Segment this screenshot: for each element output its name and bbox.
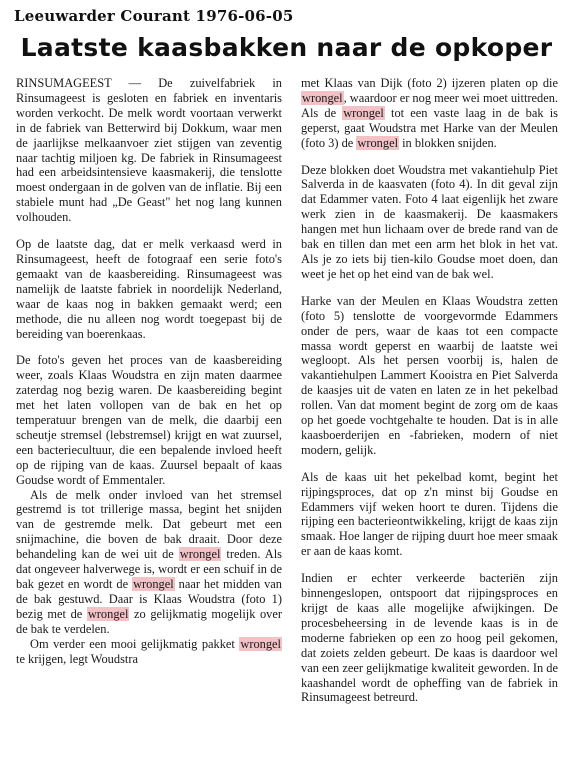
article-text: Deze blokken doet Woudstra met vakantiehulp Piet Salverda in de kaasvaten (foto 4). In dit geval zijn dat Edammer vaten. Foto 4 laat eigenlijk het zware werk zien in de kaasmakerij. De kaasmakers hangen met hun lichaam over de brede rand van de bak en tillen dan met een arm het blok in het vat. Als je zo iets bij tien-kilo Goudse moet doen, dan weet je het op het eind van de bak wel. [301,162,558,281]
article-paragraph [16,637,282,667]
article-text: treden. Als dat ongeveer halverwege is, wordt er een schuif in de bak gezet en wordt de [16,547,282,591]
article-text: tot een vaste laag in de bak is geperst, gaat Woudstra met Harke van der Meulen (foto 3) de [301,105,558,150]
article-paragraph [301,571,558,705]
article-paragraph [16,76,282,225]
article-text: met Klaas van Dijk (foto 2) ijzeren platen op die [301,76,558,90]
highlighted-term: wrongel [240,636,281,651]
article-paragraph [301,163,558,282]
article-text: , waardoor er nog meer wei moet uittreden. Als de [301,90,558,120]
article-paragraph [301,294,558,458]
newspaper-source-dateline: Leeuwarder Courant 1976-06-05 [14,7,294,25]
article-column-right [301,76,558,717]
article-paragraph [16,353,282,487]
article-text: te krijgen, legt Woudstra [16,651,138,666]
article-text: Als de melk onder invloed van het stremsel gestremd is tot trillerige massa, begint het snijden van de gestremde melk. Dat gebeurt met een snijmachine, die boven de bak draait. Door deze behandeling kan de wei uit de [16,487,282,562]
article-headline: Laatste kaasbakken naar de opkoper [20,33,553,62]
article-text: Als de kaas uit het pekelbad komt, begint het rijpingsproces, dat op z'n minst bij Goudse en Edammers vijf weken hoort te duren. Tijdens die rijping een bacterieontwikkeling, krijgt de kaas zijn smaak. Hoe langer de rijping duurt hoe meer smaak er aan de kaas komt. [301,469,558,559]
article-text: Op de laatste dag, dat er melk verkaasd werd in Rinsumageest, heeft de fotograaf een serie foto's gemaakt van de kaasbereiding. Rinsumageest was namelijk de laatste fabriek in noordelijk Nederland, waar de kaas nog in bakken gemaakt werd; een methode, die nu alleen nog wordt toegepast bij de bereiding van boerenkaas. [16,237,282,341]
highlighted-term: wrongel [343,105,384,120]
article-paragraph [301,470,558,559]
article-paragraph [16,237,282,341]
article-text: RINSUMAGEEST — De zuivelfabriek in Rinsumageest is gesloten en fabriek en inventaris worden verkocht. De melk wordt voortaan verwerkt in de fabriek van Betterwird bij Dokkum, waar men de jaarlijkse melkaanvoer ziet stijgen van zeventig naar tachtig miljoen kg. De fabriek in Rinsumageest had een arbeidsintensieve kaasmakerij, die tenslotte moest ondergaan in de golven van de inflatie. Bij een stabiele munt had „De Geast" het nog lang kunnen volhouden. [16,76,282,225]
article-text: in blokken snijden. [399,135,497,150]
highlighted-term: wrongel [302,90,343,105]
highlighted-term: wrongel [87,606,129,621]
article-text: Harke van der Meulen en Klaas Woudstra zetten (foto 5) tenslotte de voorgevormde Edammers onder de pers, waar de kaas tot een compacte massa wordt geperst en waarbij de laatste wei wegloopt. Als het persen voorbij is, halen de vakantiehulpen Lammert Kooistra en Piet Salverda de kaasjes uit de vaten en laten ze in het pekelbad rollen. Van dat moment begint de zorg om de kaas op het goede vochtgehalte te houden. Dat is in alle kaasboerderijen en -fabrieken, modern of niet modern, gelijk. [301,293,558,457]
article-text: naar het midden van de bak gestuwd. Daar is Klaas Woudstra (foto 1) bezig met de [16,577,283,621]
highlighted-term: wrongel [357,135,399,150]
article-text: Om verder een mooi gelijkmatig pakket [30,636,240,651]
article-paragraph [301,76,558,151]
article-text: zo gelijkmatig mogelijk over de bak te verdelen. [16,606,282,636]
highlighted-term: wrongel [179,547,221,562]
article-column-left [16,76,282,678]
article-text: Indien er echter verkeerde bacteriën zijn binnengeslopen, ontspoort dat rijpingsproces en krijgt de kaas alle mogelijke afwijkingen. De procesbeheersing in de levende kaas is in de moderne fabrieken op een zo hoog peil gekomen, dat zoiets zelden gebeurt. De kaas is daardoor wel van een zeer gelijkmatige kwaliteit geworden. In de kaashandel wordt de opheffing van de fabriek in Rinsumageest betreurd. [301,571,558,705]
highlighted-term: wrongel [133,577,174,591]
article-text: De foto's geven het proces van de kaasbereiding weer, zoals Klaas Woudstra en zijn maten daarmee zaterdag nog bezig waren. De kaasbereiding begint met het laten vollopen van de bak en het op temperatuur brengen van de melk, die daarbij een scheutje stremsel (lebstremsel) krijgt en wat zuursel, een bacteriecultuur, die een bepalende invloed heeft op de rijping van de kaas. Zuursel bepaalt of kaas Goudse wordt of Emmentaler. [16,353,282,487]
article-paragraph [16,488,282,637]
